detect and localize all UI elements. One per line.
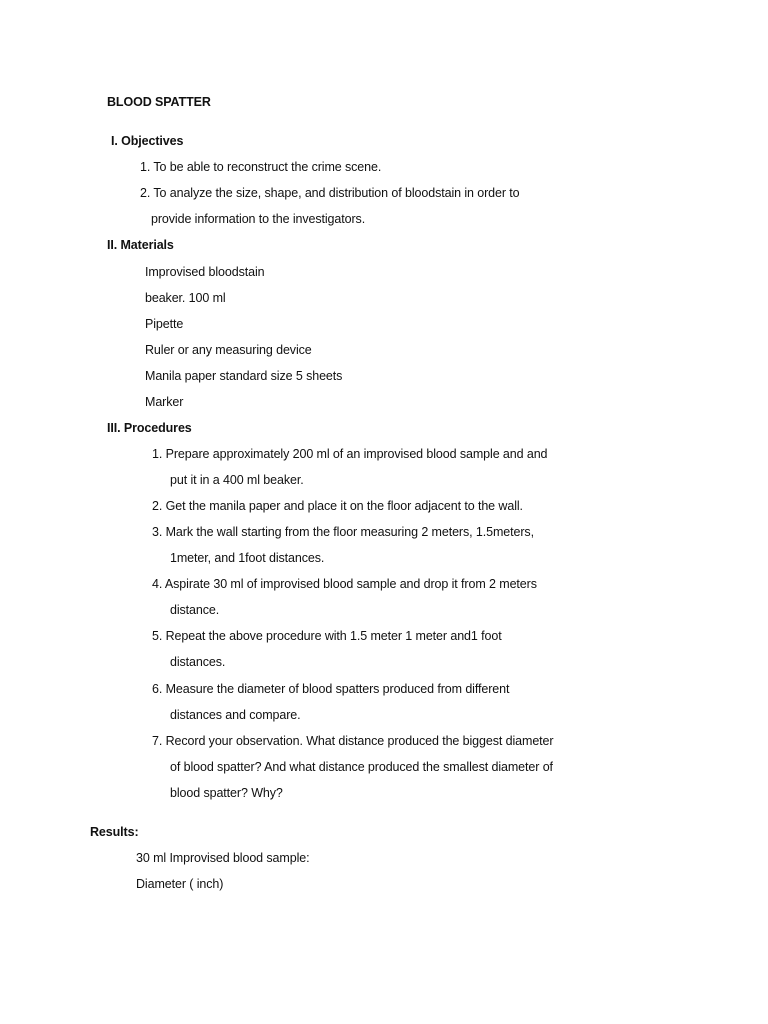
results-diameter-label: Diameter ( inch) [136,877,224,891]
procedure-step-3-continued: 1meter, and 1foot distances. [170,551,325,565]
document-title: BLOOD SPATTER [107,95,211,109]
results-heading: Results: [90,825,139,839]
procedure-step-7: 7. Record your observation. What distance produced the biggest diameter [152,734,554,748]
objectives-heading: I. Objectives [111,134,184,148]
procedure-step-7-continued: of blood spatter? And what distance produced the smallest diameter of [170,760,553,774]
procedure-step-1: 1. Prepare approximately 200 ml of an improvised blood sample and and [152,447,548,461]
procedure-step-5-continued: distances. [170,655,226,669]
objective-item-2-continued: provide information to the investigators. [151,212,366,226]
procedure-step-7-continued: blood spatter? Why? [170,786,283,800]
procedure-step-3: 3. Mark the wall starting from the floor measuring 2 meters, 1.5meters, [152,525,534,539]
material-item: Marker [145,395,184,409]
procedure-step-6-continued: distances and compare. [170,708,301,722]
material-item: Pipette [145,317,184,331]
material-item: Improvised bloodstain [145,265,265,279]
procedure-step-4: 4. Aspirate 30 ml of improvised blood sample and drop it from 2 meters [152,577,537,591]
objective-item-1: 1. To be able to reconstruct the crime scene. [140,160,382,174]
material-item: beaker. 100 ml [145,291,226,305]
material-item: Manila paper standard size 5 sheets [145,369,343,383]
procedure-step-5: 5. Repeat the above procedure with 1.5 meter 1 meter and1 foot [152,629,502,643]
procedure-step-2: 2. Get the manila paper and place it on the floor adjacent to the wall. [152,499,523,513]
materials-heading: II. Materials [107,238,174,252]
procedures-heading: III. Procedures [107,421,192,435]
results-sample-label: 30 ml Improvised blood sample: [136,851,310,865]
objective-item-2: 2. To analyze the size, shape, and distribution of bloodstain in order to [140,186,520,200]
procedure-step-4-continued: distance. [170,603,220,617]
material-item: Ruler or any measuring device [145,343,312,357]
procedure-step-6: 6. Measure the diameter of blood spatters produced from different [152,682,510,696]
procedure-step-1-continued: put it in a 400 ml beaker. [170,473,304,487]
